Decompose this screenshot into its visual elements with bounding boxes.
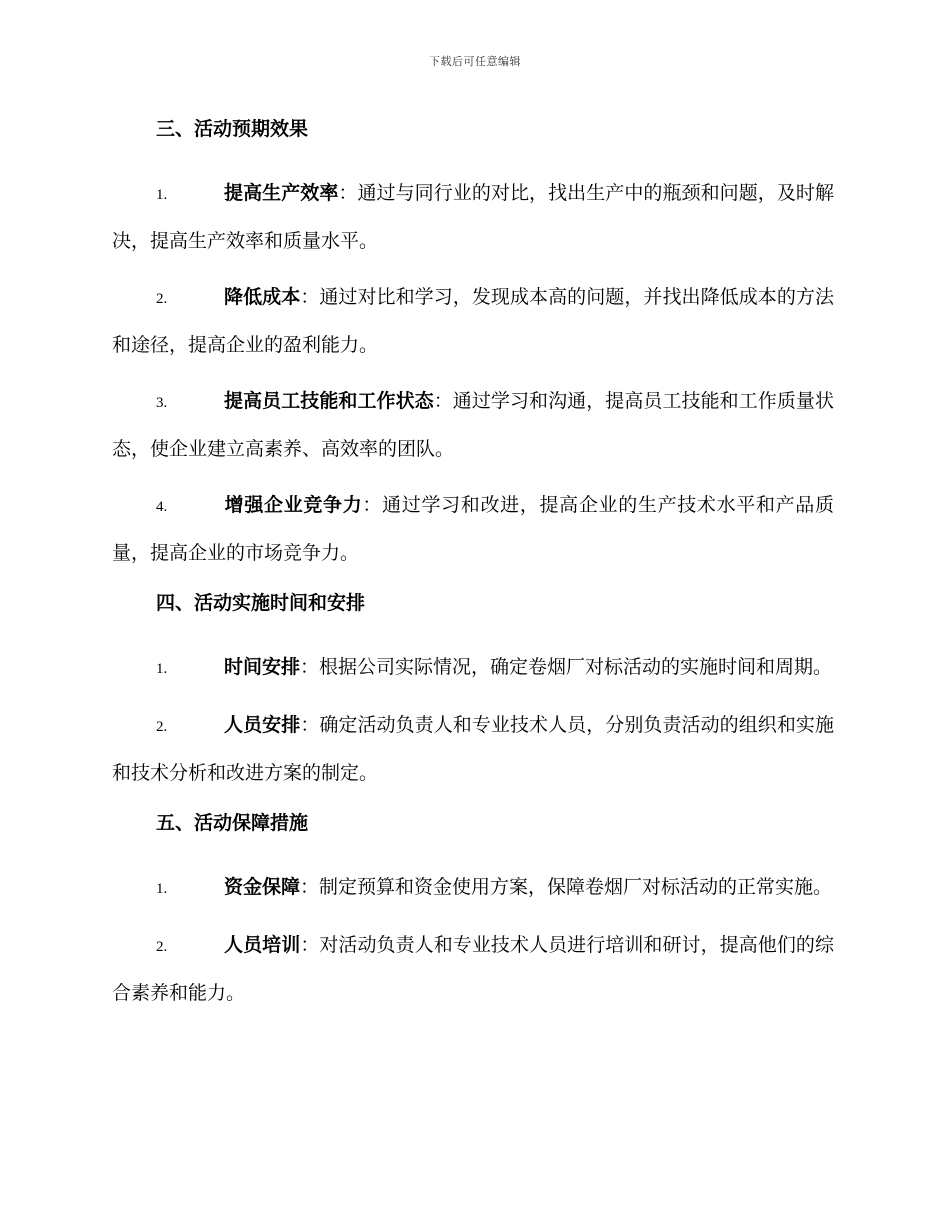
item-body: ：确定活动负责人和专业技术人员，分别负责活动的组织和实施和技术分析和改进方案的制定。 xyxy=(112,714,834,784)
item-number: 1. xyxy=(156,881,168,897)
list-item xyxy=(112,482,834,576)
item-title: 降低成本 xyxy=(224,286,301,308)
section-heading: 五、活动保障措施 xyxy=(156,812,309,834)
section-heading: 四、活动实施时间和安排 xyxy=(156,592,366,614)
section-heading: 三、活动预期效果 xyxy=(156,118,309,140)
item-body: ：制定预算和资金使用方案，保障卷烟厂对标活动的正常实施。 xyxy=(300,876,833,898)
item-number: 2. xyxy=(156,939,168,955)
item-title: 人员培训 xyxy=(224,934,301,956)
item-body: ：通过对比和学习，发现成本高的问题，并找出降低成本的方法和途径，提高企业的盈利能力。 xyxy=(112,286,834,356)
list-item xyxy=(112,864,834,912)
item-title: 资金保障 xyxy=(224,876,301,898)
item-title: 时间安排 xyxy=(224,656,301,678)
list-item xyxy=(112,702,834,796)
page-header: 下载后可任意编辑 xyxy=(429,55,521,68)
item-title: 增强企业竞争力 xyxy=(224,494,363,516)
item-body: ：通过与同行业的对比，找出生产中的瓶颈和问题，及时解决，提高生产效率和质量水平。 xyxy=(112,182,834,252)
document-body xyxy=(112,112,834,1026)
item-body: ：对活动负责人和专业技术人员进行培训和研讨，提高他们的综合素养和能力。 xyxy=(112,934,834,1004)
list-item xyxy=(112,274,834,368)
item-body: ：通过学习和沟通，提高员工技能和工作质量状态，使企业建立高素养、高效率的团队。 xyxy=(112,390,834,460)
item-body: ：通过学习和改进，提高企业的生产技术水平和产品质量，提高企业的市场竞争力。 xyxy=(112,494,834,564)
list-item xyxy=(112,644,834,692)
item-number: 3. xyxy=(156,395,168,411)
item-title: 人员安排 xyxy=(224,714,301,736)
item-number: 2. xyxy=(156,719,168,735)
item-number: 2. xyxy=(156,291,168,307)
section-safeguards xyxy=(112,806,834,1016)
item-number: 1. xyxy=(156,187,168,203)
list-item xyxy=(112,170,834,264)
item-number: 4. xyxy=(156,499,168,515)
list-item xyxy=(112,378,834,472)
item-body: ：根据公司实际情况，确定卷烟厂对标活动的实施时间和周期。 xyxy=(300,656,833,678)
item-title: 提高员工技能和工作状态 xyxy=(224,390,434,412)
item-number: 1. xyxy=(156,661,168,677)
section-schedule xyxy=(112,586,834,796)
item-title: 提高生产效率 xyxy=(224,182,339,204)
section-expected-effects xyxy=(112,112,834,576)
list-item xyxy=(112,922,834,1016)
